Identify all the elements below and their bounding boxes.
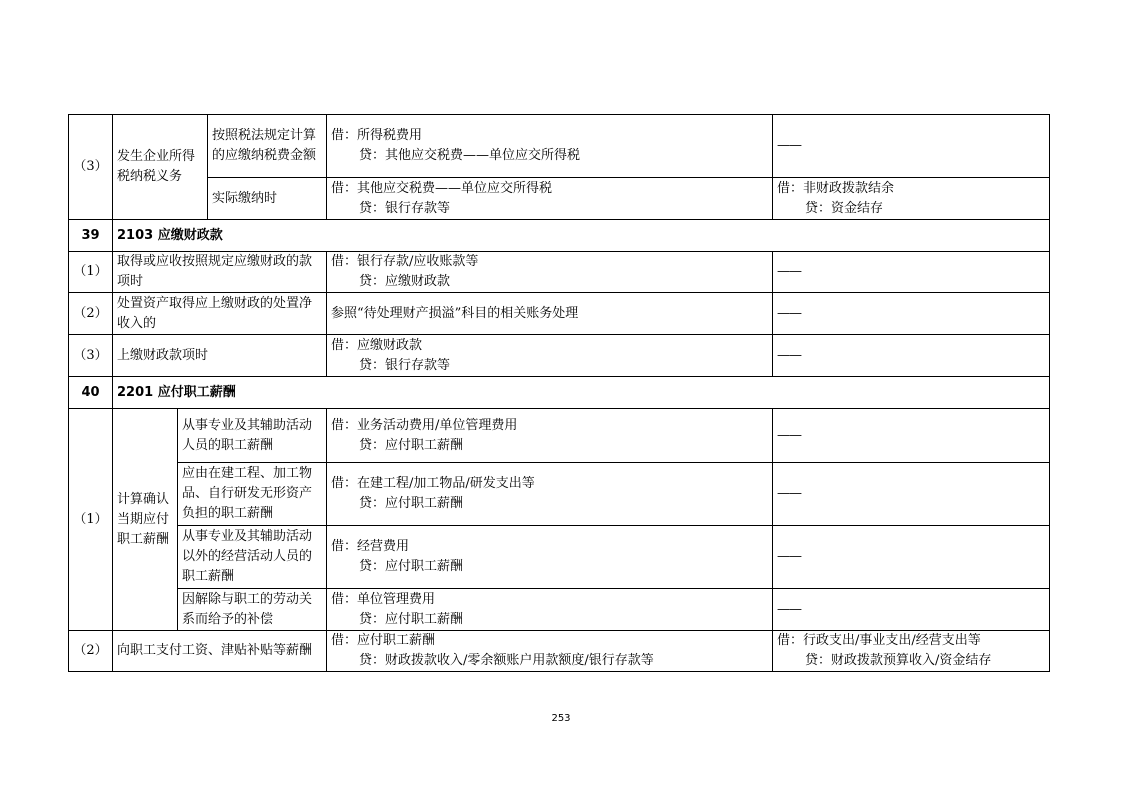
budget-entry [773, 178, 1050, 220]
budget-entry [773, 335, 1050, 377]
row-description: 处置资产取得应上缴财政的处置净收入的 [113, 293, 327, 335]
section-number: 39 [69, 220, 113, 252]
budget-entry [773, 526, 1050, 589]
debit-line: 借：经营费用 [331, 539, 410, 554]
credit-line: 贷：应付职工薪酬 [359, 496, 464, 511]
debit-line: 借：应付职工薪酬 [331, 633, 436, 648]
section-header-row [69, 377, 1050, 409]
row-description: 取得或应收按照规定应缴财政的款项时 [113, 252, 327, 293]
row-number: （3） [69, 335, 113, 377]
section-title: 2201 应付职工薪酬 [113, 377, 1050, 409]
financial-entry [327, 178, 773, 220]
debit-line: 借：业务活动费用/单位管理费用 [331, 417, 518, 433]
table-row [69, 293, 1050, 335]
table-row [69, 589, 1050, 631]
financial-entry [327, 252, 773, 293]
budget-entry [773, 293, 1050, 335]
sub-description: 实际缴纳时 [208, 178, 327, 220]
financial-entry [327, 335, 773, 377]
table-row [69, 631, 1050, 672]
table-row [69, 526, 1050, 589]
budget-entry [773, 115, 1050, 178]
empty-dash: —— [777, 264, 802, 279]
financial-entry [327, 409, 773, 463]
debit-line: 借：在建工程/加工物品/研发支出等 [331, 476, 535, 491]
empty-dash: —— [777, 305, 802, 321]
page-number: 253 [551, 713, 571, 724]
table-row [69, 115, 1050, 178]
financial-entry [327, 463, 773, 526]
sub-description: 因解除与职工的劳动关系而给予的补偿 [178, 589, 327, 631]
debit-line: 借：非财政拨款结余 [777, 180, 895, 196]
sub-description: 应由在建工程、加工物品、自行研发无形资产负担的职工薪酬 [178, 463, 327, 526]
budget-entry [773, 589, 1050, 631]
row-number: （1） [69, 409, 113, 631]
row-number: （3） [69, 115, 113, 220]
row-number: （1） [69, 252, 113, 293]
debit-line: 借：其他应交税费——单位应交所得税 [331, 180, 553, 196]
credit-line: 贷：应付职工薪酬 [359, 611, 464, 627]
accounting-table [68, 114, 1050, 672]
table-row [69, 252, 1050, 293]
empty-dash: —— [777, 601, 802, 617]
empty-dash: —— [777, 138, 802, 153]
row-number: （2） [69, 631, 113, 672]
credit-line: 贷：应缴财政款 [359, 274, 451, 289]
empty-dash: —— [777, 549, 802, 564]
debit-line: 借：应缴财政款 [331, 337, 423, 353]
row-description: 计算确认当期应付职工薪酬 [113, 409, 178, 631]
debit-line: 借：银行存款/应收账款等 [331, 254, 479, 269]
row-description: 上缴财政款项时 [113, 335, 327, 377]
credit-line: 贷：财政拨款预算收入/资金结存 [805, 653, 992, 668]
table-row [69, 463, 1050, 526]
financial-entry: 参照“待处理财产损溢”科目的相关账务处理 [327, 293, 773, 335]
section-number: 40 [69, 377, 113, 409]
empty-dash: —— [777, 486, 802, 501]
credit-line: 贷：其他应交税费——单位应交所得税 [359, 148, 581, 163]
table-row [69, 178, 1050, 220]
financial-entry [327, 589, 773, 631]
sub-description: 按照税法规定计算的应缴纳税费金额 [208, 115, 327, 178]
section-title: 2103 应缴财政款 [113, 220, 1050, 252]
section-header-row [69, 220, 1050, 252]
debit-line: 借：单位管理费用 [331, 591, 436, 607]
budget-entry [773, 409, 1050, 463]
financial-entry [327, 115, 773, 178]
credit-line: 贷：财政拨款收入/零余额账户用款额度/银行存款等 [359, 653, 654, 668]
row-number: （2） [69, 293, 113, 335]
credit-line: 贷：应付职工薪酬 [359, 559, 464, 574]
credit-line: 贷：银行存款等 [359, 200, 451, 216]
sub-description: 从事专业及其辅助活动以外的经营活动人员的职工薪酬 [178, 526, 327, 589]
financial-entry [327, 526, 773, 589]
budget-entry [773, 463, 1050, 526]
financial-entry [327, 631, 773, 672]
row-description: 发生企业所得税纳税义务 [113, 115, 208, 220]
empty-dash: —— [777, 427, 802, 443]
sub-description: 从事专业及其辅助活动人员的职工薪酬 [178, 409, 327, 463]
table-row [69, 335, 1050, 377]
row-description: 向职工支付工资、津贴补贴等薪酬 [113, 631, 327, 672]
empty-dash: —— [777, 347, 802, 363]
credit-line: 贷：应付职工薪酬 [359, 437, 464, 453]
budget-entry [773, 631, 1050, 672]
table-row [69, 409, 1050, 463]
credit-line: 贷：银行存款等 [359, 357, 451, 373]
credit-line: 贷：资金结存 [805, 200, 884, 216]
debit-line: 借：行政支出/事业支出/经营支出等 [777, 633, 981, 648]
debit-line: 借：所得税费用 [331, 128, 423, 143]
budget-entry [773, 252, 1050, 293]
